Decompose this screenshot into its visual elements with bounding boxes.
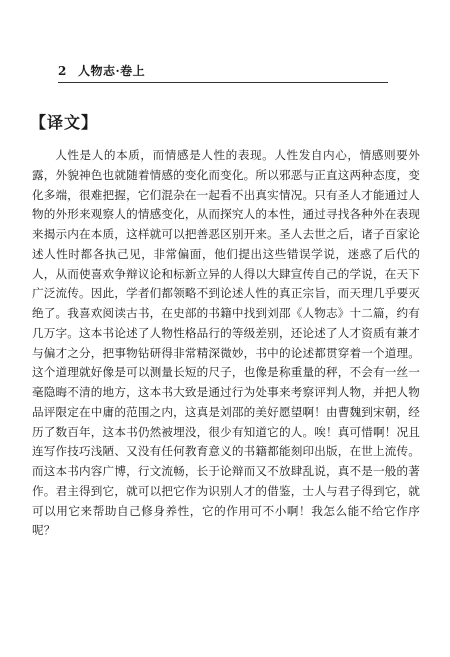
header-rule	[58, 82, 388, 83]
page-number: 2	[58, 64, 67, 78]
translation-paragraph: 人性是人的本质，而情感是人性的表现。人性发自内心，情感则要外露，外貌神色也就随着情感的变化而变化。所以邪恶与正直这两种态度，变化多端，很难把握，它们混杂在一起看不出真实情况。只有圣人才能通过人物的外形来观察人的情感变化，从而探究人的本性，通过寻找各种外在表现来揭示内在本质，这样就可以把善恶区别开来。圣人去世之后，诸子百家论述人性时都各执己见，非常偏面，他们提出这些错误学说，迷惑了后代的人，从而使喜欢争辩议论和标新立异的人得以大肆宣传自己的学说，在天下广泛流传。因此，学者们都领略不到论述人性的真正宗旨，而天理几乎要灭绝了。我喜欢阅读古书，在史部的书籍中找到刘邵《人物志》十二篇，约有几万字。这本书论述了人物性格品行的等级差别，还论述了人才资质有兼才与偏才之分，把事物钻研得非常精深微妙，书中的论述都贯穿着一个道理。这个道理就好像是可以测量长短的尺子，也像是称重量的秤，不会有一丝一毫隐晦不清的地方，这本书大致是通过行为处事来考察评判人物，并把人物品评限定在中庸的范围之内，这真是刘邵的美好愿望啊！由曹魏到宋朝，经历了数百年，这本书仍然被埋没，很少有知道它的人。唉！真可惜啊！况且连写作技巧浅陋、又没有任何教育意义的书籍都能刻印出版，在世上流传。而这本书内容广博，行文流畅，长于论辩而又不放肆乱说，真不是一般的著作。君主得到它，就可以把它作为识别人才的借鉴，士人与君子得到它，就可以用它来帮助自己修身养性，它的作用可不小啊！我怎么能不给它作序呢？	[32, 148, 420, 538]
section-heading: 【译文】	[30, 113, 99, 132]
running-head	[58, 62, 388, 80]
book-title: 人物志·卷上	[78, 64, 146, 78]
